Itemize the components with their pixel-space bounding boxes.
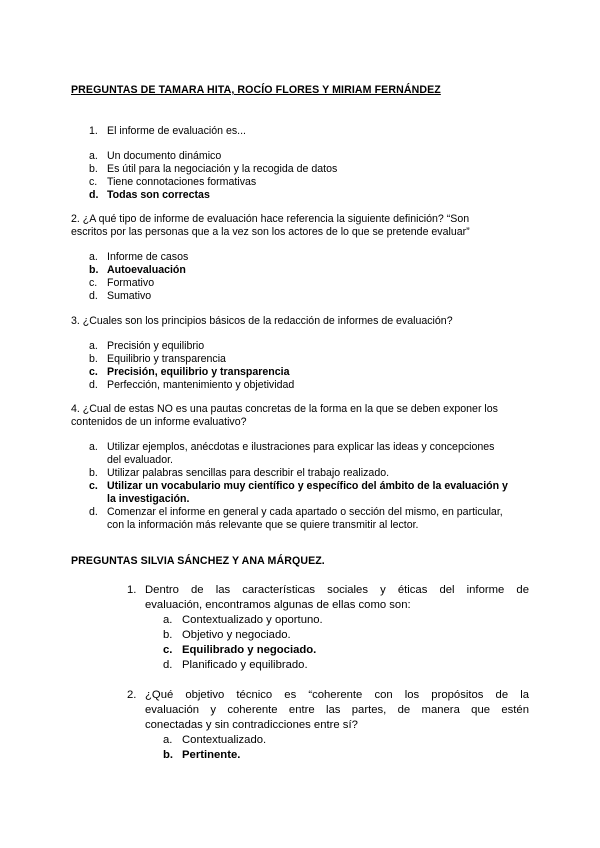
q4-option-d-line1: Comenzar el informe en general y cada apartado o sección del mismo, en particular,	[107, 506, 503, 518]
s2-q1-option-b-marker: b.	[163, 629, 173, 641]
s2-q1-number: 1.	[127, 584, 137, 596]
q2-option-d: Sumativo	[107, 290, 152, 302]
q2-text-line2: escritos por las personas que a la vez son los actores de lo que se pretende evaluar”	[71, 226, 470, 238]
q1-option-b: Es útil para la negociación y la recogida de datos	[107, 163, 338, 175]
s2-q1-option-c: Equilibrado y negociado.	[182, 644, 317, 656]
q2-option-c: Formativo	[107, 277, 155, 289]
s2-q1-option-b: Objetivo y negociado.	[182, 629, 291, 641]
q2-option-a: Informe de casos	[107, 251, 189, 263]
q1-text: El informe de evaluación es...	[107, 125, 246, 137]
s2-q1-option-a-marker: a.	[163, 614, 173, 626]
q4-option-c-marker: c.	[89, 480, 98, 492]
q4-option-c-line1: Utilizar un vocabulario muy científico y específico del ámbito de la evaluación y	[107, 480, 508, 492]
q2-option-b: Autoevaluación	[107, 264, 186, 276]
q3-option-a-marker: a.	[89, 340, 98, 352]
q3-option-b-marker: b.	[89, 353, 98, 365]
section1-title: PREGUNTAS DE TAMARA HITA, ROCÍO FLORES Y MIRIAM FERNÁNDEZ	[71, 84, 441, 96]
s2-q2-text-line2: evaluación y coherente entre las partes, de manera que estén	[145, 704, 529, 716]
q4-option-a-line1: Utilizar ejemplos, anécdotas e ilustraciones para explicar las ideas y concepciones	[107, 441, 495, 453]
s2-q1-option-d: Planificado y equilibrado.	[182, 659, 308, 671]
s2-q2-option-b: Pertinente.	[182, 749, 241, 761]
q3-option-d: Perfección, mantenimiento y objetividad	[107, 379, 295, 391]
q1-number: 1.	[89, 125, 98, 137]
q1-option-d-marker: d.	[89, 189, 99, 201]
s2-q2-text-line1: ¿Qué objetivo técnico es “coherente con los propósitos de la	[145, 689, 529, 701]
q1-option-c-marker: c.	[89, 176, 98, 188]
q4-text-line2: contenidos de un informe evaluativo?	[71, 416, 247, 428]
q1-option-a-marker: a.	[89, 150, 98, 162]
q2-option-c-marker: c.	[89, 277, 98, 289]
q4-option-c-line2: la investigación.	[107, 493, 190, 505]
q3-option-c: Precisión, equilibrio y transparencia	[107, 366, 290, 378]
s2-q1-option-a: Contextualizado y oportuno.	[182, 614, 323, 626]
s2-q2-number: 2.	[127, 689, 137, 701]
q4-option-b-marker: b.	[89, 467, 98, 479]
q2-text-line1: 2. ¿A qué tipo de informe de evaluación hace referencia la siguiente definición? “Son	[71, 213, 470, 225]
s2-q2-text-line3: conectadas y sin contradicciones entre sí?	[145, 719, 358, 731]
q1-option-c: Tiene connotaciones formativas	[107, 176, 257, 188]
s2-q2-option-b-marker: b.	[163, 749, 174, 761]
q4-option-b-line1: Utilizar palabras sencillas para describir el trabajo realizado.	[107, 467, 390, 479]
q1-option-a: Un documento dinámico	[107, 150, 222, 162]
q2-option-d-marker: d.	[89, 290, 98, 302]
q1-option-b-marker: b.	[89, 163, 98, 175]
q3-option-c-marker: c.	[89, 366, 98, 378]
s2-q2-option-a: Contextualizado.	[182, 734, 267, 746]
s2-q1-text-line2: evaluación, encontramos algunas de ellas como son:	[145, 599, 411, 611]
q4-option-a-line2: del evaluador.	[107, 454, 173, 466]
q4-option-d-marker: d.	[89, 506, 98, 518]
q2-option-b-marker: b.	[89, 264, 99, 276]
s2-q1-option-c-marker: c.	[163, 644, 173, 656]
q4-option-d-line2: con la información más relevante que se quiere transmitir al lector.	[107, 519, 419, 531]
q3-option-b: Equilibrio y transparencia	[107, 353, 226, 365]
section2-title: PREGUNTAS SILVIA SÁNCHEZ Y ANA MÁRQUEZ.	[71, 555, 325, 567]
s2-q2-option-a-marker: a.	[163, 734, 173, 746]
q3-option-d-marker: d.	[89, 379, 98, 391]
q3-option-a: Precisión y equilibrio	[107, 340, 205, 352]
q4-text-line1: 4. ¿Cual de estas NO es una pautas concretas de la forma en la que se deben exponer los	[71, 403, 498, 415]
q4-option-a-marker: a.	[89, 441, 98, 453]
s2-q1-option-d-marker: d.	[163, 659, 173, 671]
q1-option-d: Todas son correctas	[107, 189, 210, 201]
q3-text: 3. ¿Cuales son los principios básicos de la redacción de informes de evaluación?	[71, 315, 453, 327]
q2-option-a-marker: a.	[89, 251, 98, 263]
s2-q1-text-line1: Dentro de las características sociales y éticas del informe de	[145, 584, 529, 596]
